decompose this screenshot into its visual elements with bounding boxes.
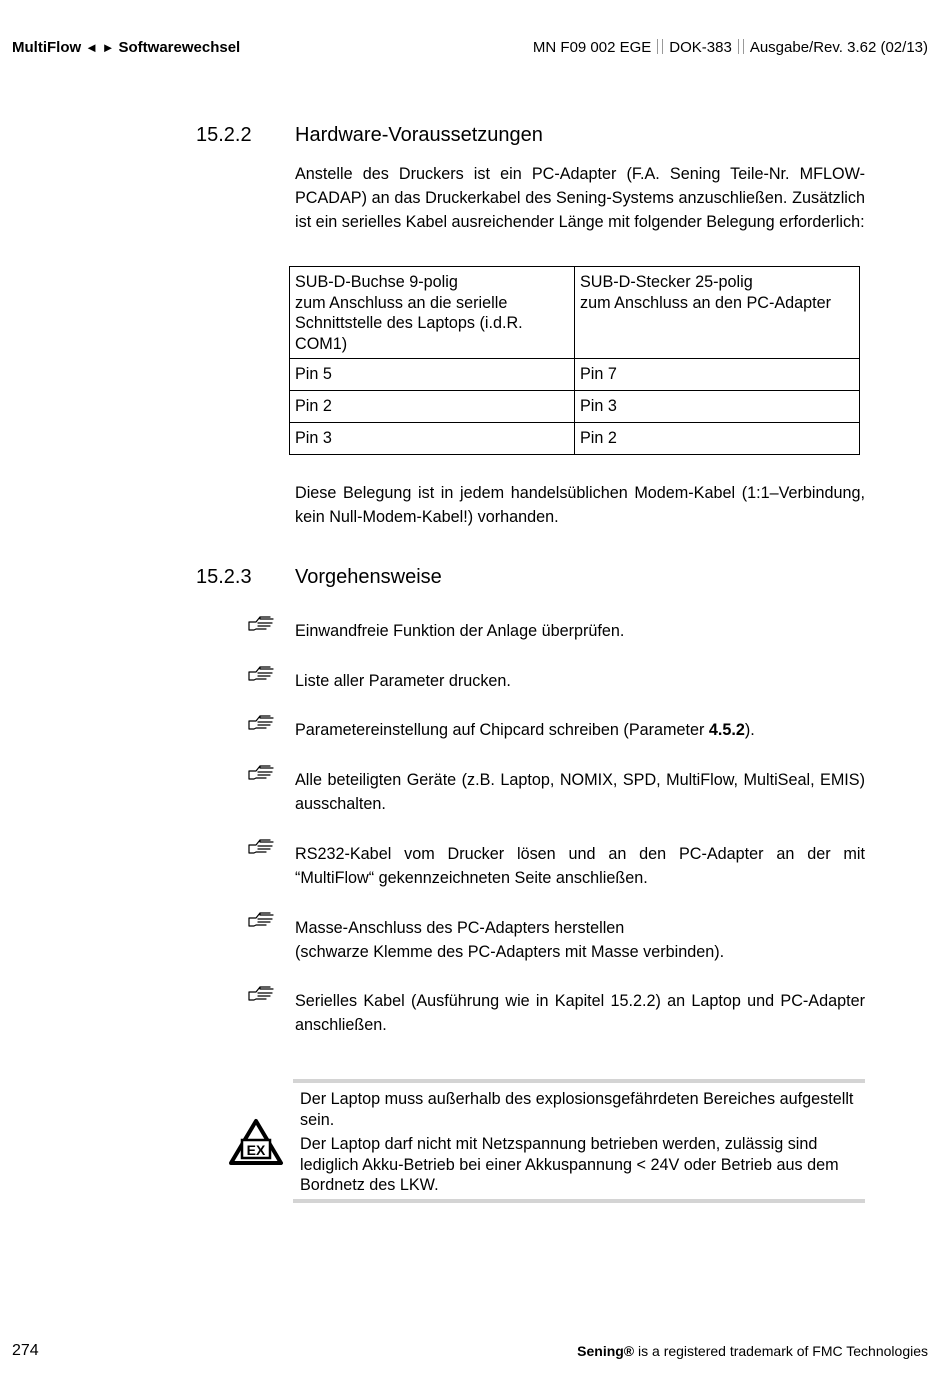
pointing-hand-icon [246,910,276,930]
header-line: zum Anschluss an die serielle [295,293,508,312]
header-line: SUB-D-Buchse 9-polig [295,273,458,291]
header-chapter: Softwarewechsel [118,39,241,56]
header-line: Schnittstelle des Laptops (i.d.R. [295,314,523,332]
separator [738,39,744,54]
header-edition: Ausgabe/Rev. 3.62 (02/13) [749,39,928,56]
pointing-hand-icon [246,614,276,634]
pointing-hand-icon [246,984,276,1004]
table-row [290,423,860,455]
table-header-right [575,267,860,359]
step-item: Serielles Kabel (Ausführung wie in Kapitel 15.2.2) an Laptop und PC-Adapter anschließen. [295,992,865,1034]
table-cell: Pin 3 [575,391,860,423]
pointing-hand-icon [246,713,276,733]
table-header-row [290,267,860,359]
pin-assignment-table [289,266,860,455]
header-line: SUB-D-Stecker 25-polig [580,273,753,291]
step-text: Masse-Anschluss des PC-Adapters herstellen [295,919,625,937]
page-number: 274 [12,1342,39,1359]
header-doc-id: MN F09 002 EGE [532,39,652,56]
separator [657,39,663,54]
step-text-line2: (schwarze Klemme des PC-Adapters mit Masse verbinden). [295,943,725,961]
table-row [290,359,860,391]
step-item: Alle beteiligten Geräte (z.B. Laptop, NOMIX, SPD, MultiFlow, MultiSeal, EMIS) ausschalten. [295,771,865,813]
step-text: Parametereinstellung auf Chipcard schreiben (Parameter [295,721,709,739]
warning-line: Der Laptop muss außerhalb des explosionsgefährdeten Bereiches aufgestellt sein. [300,1090,854,1129]
note-text: Diese Belegung ist in jedem handelsüblichen Modem-Kabel (1:1–Verbindung, kein Null-Modem-Kabel!) vorhanden. [295,484,865,526]
section-number: 15.2.3 [196,566,252,588]
section-title: Hardware-Voraussetzungen [295,124,543,146]
parameter-reference: 4.5.2 [708,721,745,739]
step-item: Liste aller Parameter drucken. [295,672,511,690]
brand-name: Sening® [577,1343,635,1359]
pointing-hand-icon [246,763,276,783]
header-product: MultiFlow [12,39,82,56]
step-text-tail: ). [744,721,755,739]
pointing-hand-icon [246,837,276,857]
trademark-notice [577,1343,928,1359]
table-cell: Pin 2 [290,391,575,423]
intro-paragraph [295,162,865,234]
pointing-hand-icon [246,664,276,684]
running-header-docinfo [533,39,928,56]
step-item [295,916,865,964]
section-number: 15.2.2 [196,124,252,146]
section-title: Vorgehensweise [295,566,442,588]
step-item: RS232-Kabel vom Drucker lösen und an den PC-Adapter an der mit “MultiFlow“ gekennzeichneten Seite anschließen. [295,845,865,887]
table-cell: Pin 5 [290,359,575,391]
ex-label: EX [246,1142,266,1158]
trademark-text: is a registered trademark of FMC Technologies [634,1343,928,1359]
header-doc-ref: DOK-383 [669,39,732,56]
table-cell: Pin 2 [575,423,860,455]
header-arrows-icon: ◄ ► [85,40,115,55]
table-header-left [290,267,575,359]
step-item: Einwandfreie Funktion der Anlage überprüfen. [295,622,625,640]
warning-line: Der Laptop darf nicht mit Netzspannung betrieben werden, zulässig sind lediglich Akku-Betrieb bei einer Akkuspannung < 24V oder Betrieb aus dem Bordnetz des LKW. [300,1135,839,1194]
running-header-title [12,39,240,56]
intro-text: Anstelle des Druckers ist ein PC-Adapter (F.A. Sening Teile-Nr. MFLOW-PCADAP) an das Druckerkabel des Sening-Systems anzuschließen. Zusätzlich ist ein serielles Kabel ausreichender Länge mit folgender Belegung erforderlich: [295,165,865,231]
table-row [290,391,860,423]
step-item [295,718,865,742]
header-line: COM1) [295,334,348,353]
header-line: zum Anschluss an den PC-Adapter [580,293,832,312]
explosion-hazard-icon [228,1118,284,1166]
note-paragraph [295,481,865,529]
table-cell: Pin 7 [575,359,860,391]
table-cell: Pin 3 [290,423,575,455]
